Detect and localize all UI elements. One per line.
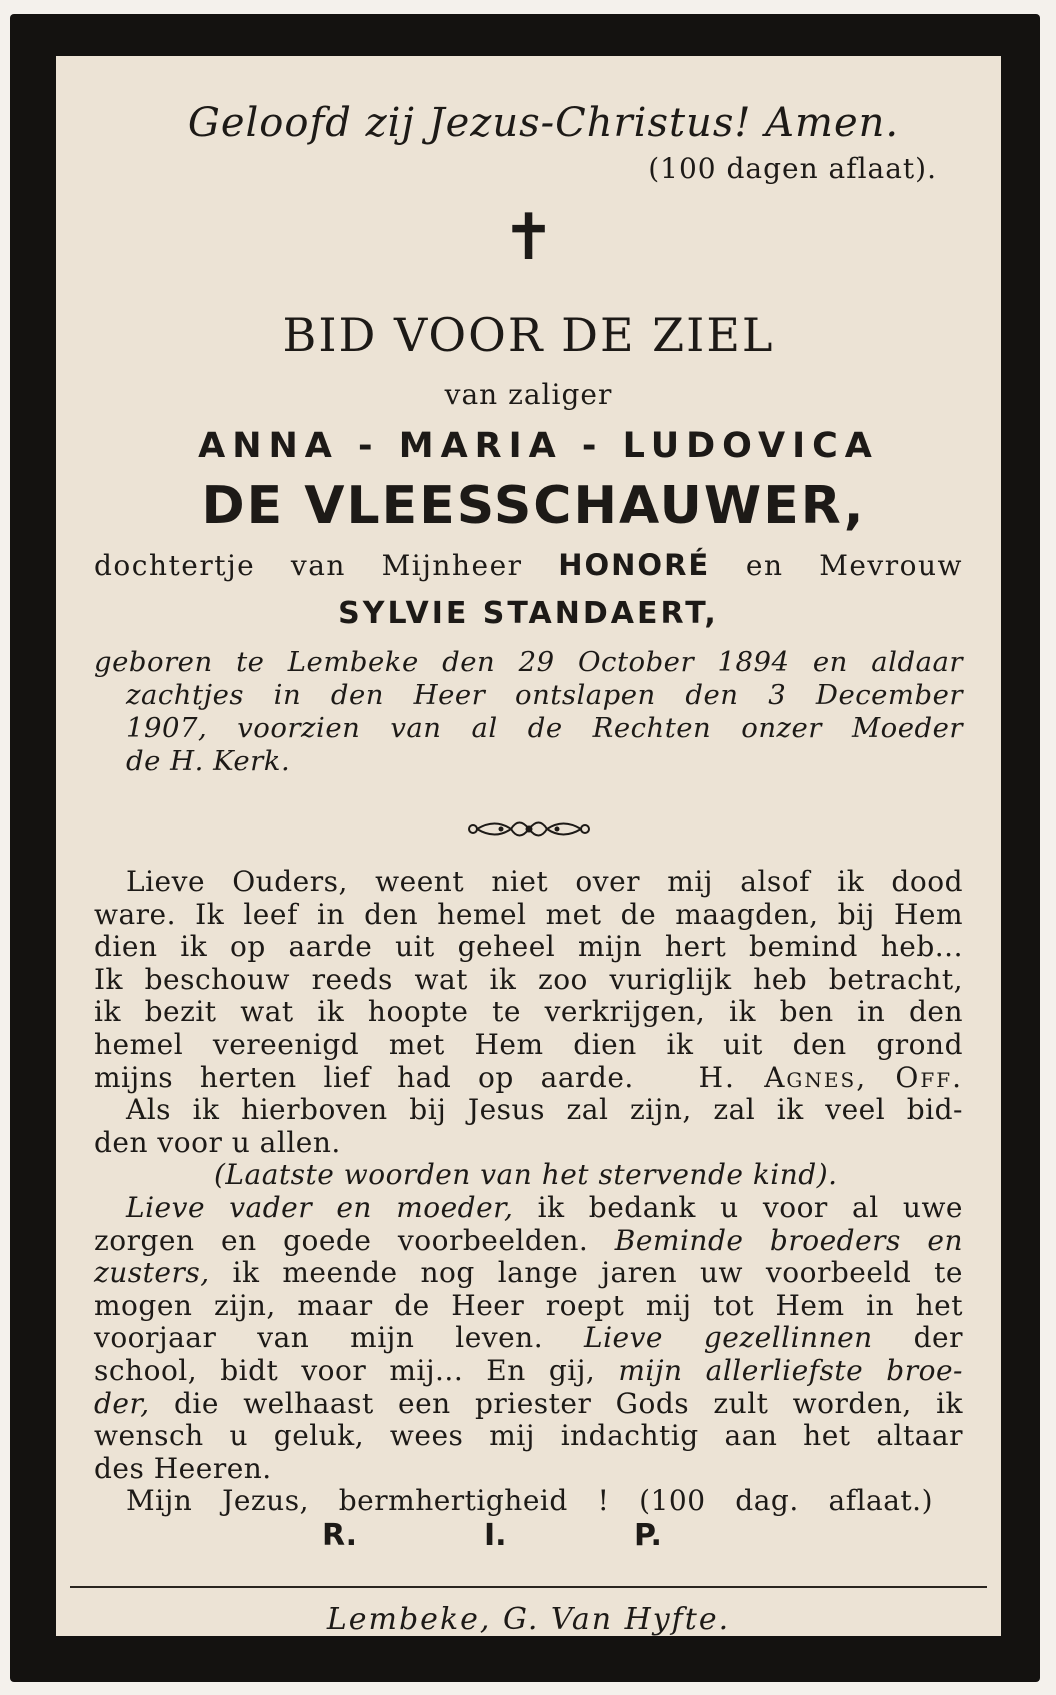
birth-line: geboren te Lembeke den 29 October 1894 en aldaar [94, 646, 963, 678]
body-line: wensch u geluk, wees mij indachtig aan het altaar [94, 1419, 963, 1453]
body-line: ik bezit wat ik hoopte te verkrijgen, ik ben in den [94, 995, 963, 1029]
body-line-text: zorgen en goede voorbeelden. [94, 1223, 589, 1257]
body-line-italic: Lieve vader en moeder, [126, 1190, 514, 1224]
rip-letter: P. [634, 1518, 662, 1553]
body-line-italic: Lieve gezellinnen [583, 1321, 873, 1355]
body-line: mogen zijn, maar de Heer roept mij tot Hem in het [94, 1288, 963, 1322]
rip-letter: I. [484, 1518, 507, 1553]
body-line: den voor u allen. [94, 1125, 341, 1159]
birth-line: zachtjes in den Heer ontslapen den 3 December [126, 679, 963, 711]
body-line: Als ik hierboven bij Jesus zal zijn, zal ik veel bid- [126, 1093, 963, 1127]
body-line: Ik beschouw reeds wat ik zoo vuriglijk heb betracht, [94, 962, 963, 996]
deceased-surname: DE VLEESSCHAUWER, [201, 476, 866, 536]
body-line-italic: zusters, [94, 1256, 210, 1290]
body-line-text: ik bedank u voor al uwe [537, 1190, 963, 1224]
printer-imprint: Lembeke, G. Van Hyfte. [326, 1602, 731, 1637]
birth-line: de H. Kerk. [126, 745, 291, 777]
van-zaliger: van zaliger [444, 378, 613, 411]
body-line [94, 1062, 963, 1095]
quote-attribution: (Laatste woorden van het stervende kind). [214, 1158, 838, 1192]
heading: BID VOOR DE ZIEL [282, 308, 775, 362]
body-line-text: mijns herten lief had op aarde. [94, 1060, 634, 1094]
body-line [94, 1485, 963, 1518]
body-line-italic: Beminde broeders en [614, 1223, 963, 1257]
mother-name: SYLVIE STANDAERT, [338, 596, 719, 631]
parents-connector: en Mevrouw [745, 549, 963, 582]
rip-letter: R. [322, 1518, 358, 1553]
body-line [94, 1257, 963, 1290]
body-line [94, 1225, 963, 1258]
body-line: Lieve Ouders, weent niet over mij alsof ik dood [126, 865, 963, 898]
parents-line [94, 548, 963, 582]
divider [70, 1586, 987, 1588]
body-line [94, 1355, 963, 1388]
body-line-text: voorjaar van mijn leven. [94, 1321, 544, 1355]
body-line: des Heeren. [94, 1451, 272, 1485]
cross-icon: ✝ [501, 201, 556, 275]
quote-source: H. Agnes, Off. [698, 1060, 963, 1094]
body-line-text: der [913, 1321, 963, 1355]
body-line-text: die welhaast een priester Gods zult worden, ik [173, 1386, 964, 1420]
body-line-text: ik meende nog lange jaren uw voorbeeld te [232, 1256, 963, 1290]
body-line [94, 1192, 963, 1225]
closing-prayer: Mijn Jezus, bermhertigheid ! [126, 1484, 610, 1518]
body-line [94, 1322, 963, 1355]
birth-line: 1907, voorzien van al de Rechten onzer Moeder [126, 712, 963, 744]
body-line: hemel vereenigd met Hem dien ik uit den grond [94, 1027, 963, 1061]
body-line-text: school, bidt voor mij... En gij, [94, 1353, 596, 1387]
body-text [94, 866, 963, 1518]
body-line-italic: mijn allerliefste broe- [618, 1353, 964, 1387]
memorial-card [10, 14, 1040, 1682]
invocation: Geloofd zij Jezus-Christus! Amen. [187, 100, 900, 146]
deceased-first-names: ANNA - MARIA - LUDOVICA [198, 426, 879, 466]
ornament-icon [467, 814, 591, 844]
invocation-indulgence: (100 dagen aflaat). [648, 152, 937, 185]
body-line: ware. Ik leef in den hemel met de maagden, bij Hem [94, 897, 963, 931]
body-line-italic: der, [94, 1386, 150, 1420]
body-line [94, 1388, 963, 1421]
body-line: dien ik op aarde uit geheel mijn hert bemind heb... [94, 930, 963, 964]
father-name: HONORÉ [558, 548, 711, 582]
parents-prefix: dochtertje van Mijnheer [94, 549, 523, 582]
birth-death-text [94, 646, 963, 778]
card-paper [56, 56, 1001, 1636]
closing-indulgence: (100 dag. aflaat.) [639, 1484, 933, 1518]
